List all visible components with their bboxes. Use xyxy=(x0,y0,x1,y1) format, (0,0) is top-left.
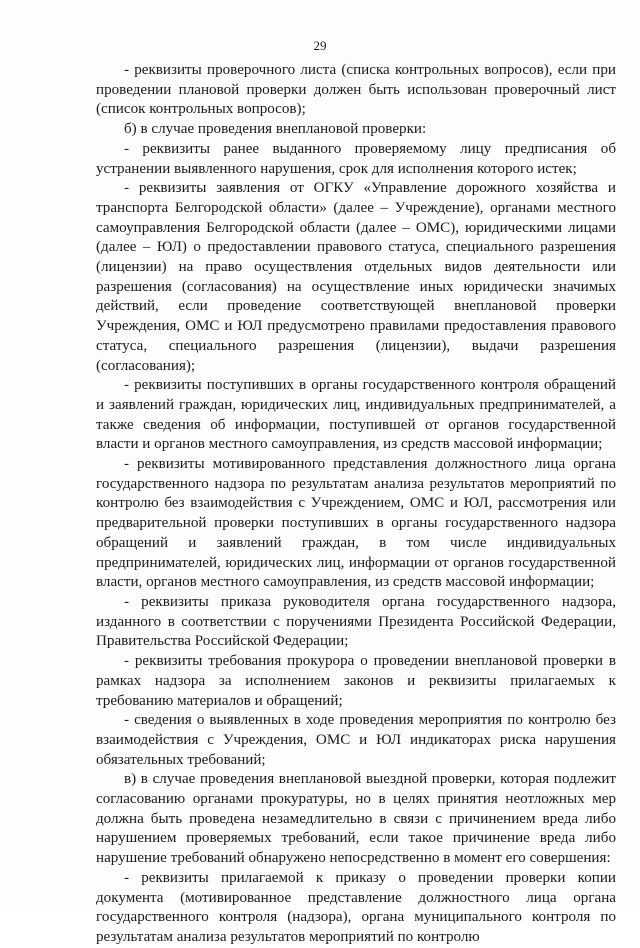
paragraph-application-details: - реквизиты заявления от ОГКУ «Управление дорожного хозяйства и транспорта Белгородской области» (далее – Учреждение), органами местного самоуправления Белгородской области (далее – ОМС), юридическими лицами (далее – ЮЛ) о предоставлении правового статуса, специального разрешения (лицензии) на право осуществления отдельных видов деятельности или разрешения (согласования) на осуществление иных юридически значимых действий, если проведение соответствующей внеплановой проверки Учреждения, ОМС и ЮЛ предусмотрено правилами предоставления правового статуса, специального разрешения (лицензии), выдачи разрешения (согласования); xyxy=(96,180,616,374)
paragraph-risk-indicators: - сведения о выявленных в ходе проведения мероприятия по контролю без взаимодействия с Учреждения, ОМС и ЮЛ индикаторах риска нарушения обязательных требований; xyxy=(96,712,616,768)
paragraph-appeals-details: - реквизиты поступивших в органы государственного контроля обращений и заявлений граждан, юридических лиц, индивидуальных предпринимателей, а также сведения об информации, поступившей от органов государственной власти и органов местного самоуправления, из средств массовой информации; xyxy=(96,377,616,453)
document-body xyxy=(96,61,616,948)
paragraph-urgent-inspection: в) в случае проведения внеплановой выездной проверки, которая подлежит согласованию органами прокуратуры, но в целях принятия неотложных мер должна быть проведена незамедлительно в связи с причинением вреда либо нарушением проверяемых требований, если такое причинение вреда либо нарушение требований обнаружено непосредственно в момент его совершения: xyxy=(96,771,616,867)
paragraph-motivated-submission: - реквизиты мотивированного представления должностного лица органа государственного надзора по результатам анализа результатов мероприятий по контролю без взаимодействия с Учреждением, ОМС и ЮЛ, рассмотрения или предварительной проверки поступивших в органы государственного надзора обращений и заявлений граждан, в том числе индивидуальных предпринимателей, юридических лиц, информации от органов государственной власти, органов местного самоуправления, из средств массовой информации; xyxy=(96,456,616,591)
paragraph-checklist-details: - реквизиты проверочного листа (списка контрольных вопросов), если при проведении плановой проверки должен быть использован проверочный лист (список контрольных вопросов); xyxy=(96,62,616,118)
paragraph-prosecutor-requirement: - реквизиты требования прокурора о проведении внеплановой проверки в рамках надзора за исполнением законов и реквизиты прилагаемых к требованию материалов и обращений; xyxy=(96,653,616,709)
paragraph-attached-copy: - реквизиты прилагаемой к приказу о проведении проверки копии документа (мотивированное представление должностного лица органа государственного контроля (надзора), органа муниципального контроля по результатам анализа результатов мероприятий по контролю xyxy=(96,869,616,945)
page-number: 29 xyxy=(313,38,327,53)
paragraph-order-details: - реквизиты приказа руководителя органа государственного надзора, изданного в соответствии с поручениями Президента Российской Федерации, Правительства Российской Федерации; xyxy=(96,593,616,650)
paragraph-unscheduled-heading: б) в случае проведения внеплановой проверки: xyxy=(124,121,427,138)
paragraph-prescription-details: - реквизиты ранее выданного проверяемому лицу предписания об устранении выявленного нарушения, срок для исполнения которого истек; xyxy=(96,140,616,177)
